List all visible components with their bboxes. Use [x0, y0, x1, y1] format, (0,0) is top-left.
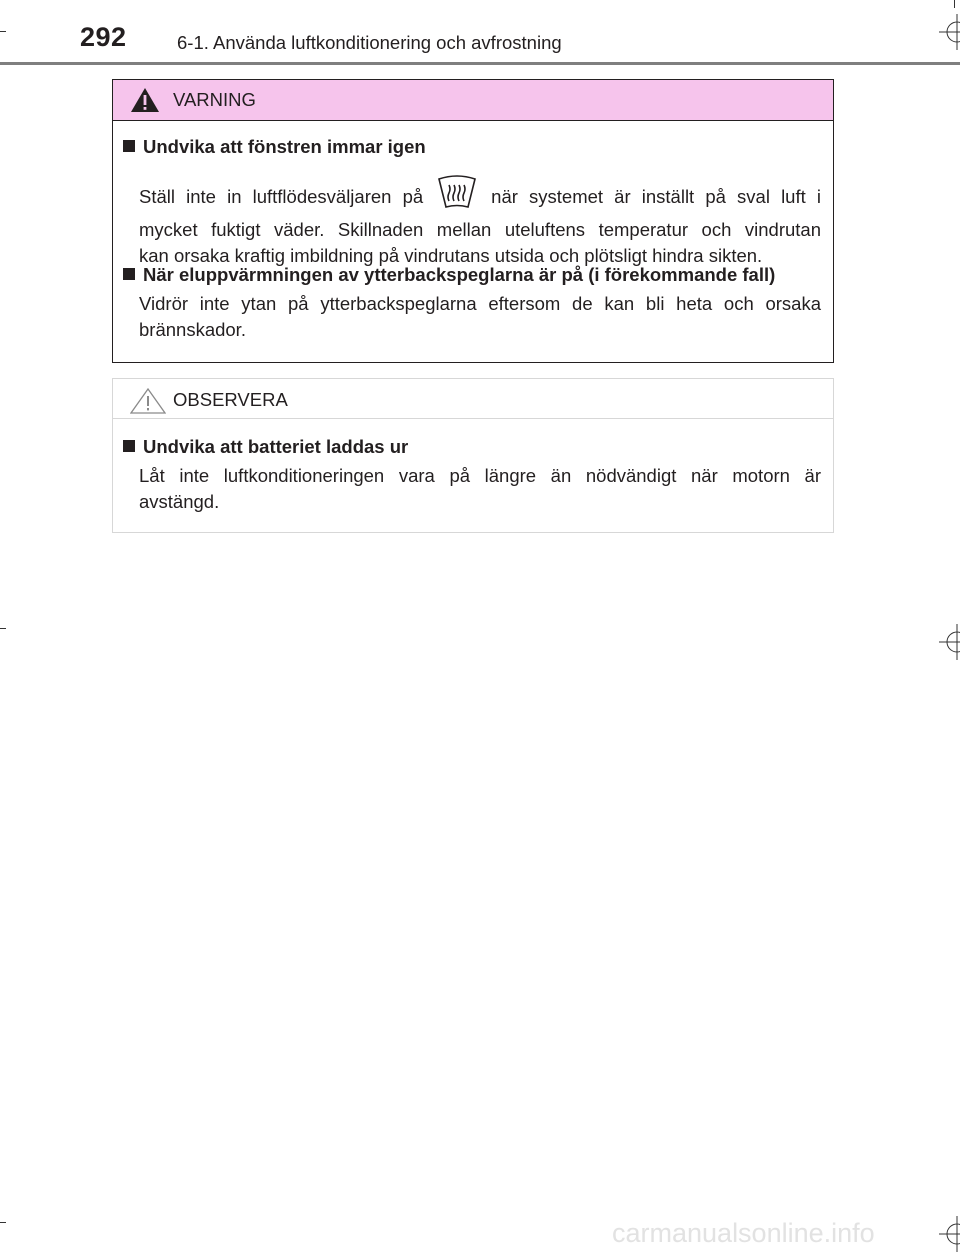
- warning-label: VARNING: [173, 89, 256, 110]
- warning-item-title: [123, 264, 775, 286]
- notice-item-title-text: Undvika att batteriet laddas ur: [143, 436, 409, 457]
- header-divider: [0, 62, 960, 65]
- warning-triangle-outline-icon: [130, 388, 166, 414]
- warning-item-title: [123, 136, 426, 158]
- warning-triangle-filled-icon: [130, 87, 160, 113]
- warning-box: [112, 79, 834, 363]
- notice-label: OBSERVERA: [173, 389, 288, 410]
- warning-item-title-text: Undvika att fönstren immar igen: [143, 136, 426, 157]
- text-line: mycket fuktigt väder. Skillnaden mellan uteluftens temperatur och vindrutan: [139, 219, 821, 240]
- warning-item-title-text: När eluppvärmningen av ytterbackspeglarna är på (i förekommande fall): [143, 264, 776, 285]
- text-line: avstängd.: [139, 491, 220, 512]
- watermark: carmanualsonline.info: [612, 1218, 875, 1248]
- text-line: kan orsaka kraftig imbildning på vindrutans utsida och plötsligt hindra sikten.: [139, 245, 763, 266]
- windshield-defrost-icon: [437, 175, 477, 209]
- registration-mark-icon: [939, 14, 960, 50]
- warning-header: [113, 80, 833, 121]
- bullet-square-icon: [123, 140, 135, 152]
- warning-item-body: [139, 175, 821, 269]
- crop-mark-mid-left: [0, 628, 6, 629]
- crop-mark-bottom-left: [0, 1222, 6, 1223]
- text-before-icon: Ställ inte in luftflödesväljaren på: [139, 186, 424, 207]
- text-after-icon: när systemet är inställt på sval luft i: [491, 186, 821, 207]
- notice-item-body: [139, 463, 821, 515]
- bullet-square-icon: [123, 268, 135, 280]
- text-line: Låt inte luftkonditioneringen vara på längre än nödvändigt när motorn är: [139, 465, 821, 486]
- registration-mark-icon: [939, 1216, 960, 1252]
- text-line: Vidrör inte ytan på ytterbackspeglarna eftersom de kan bli heta och orsaka: [139, 293, 821, 314]
- crop-mark-top-right: [954, 0, 955, 8]
- section-title: 6-1. Använda luftkonditionering och avfrostning: [177, 32, 562, 53]
- text-line: [139, 175, 821, 210]
- warning-item-body: [139, 291, 821, 343]
- notice-box: [112, 378, 834, 533]
- text-line: brännskador.: [139, 319, 246, 340]
- registration-mark-icon: [939, 624, 960, 660]
- notice-item-title: [123, 436, 408, 458]
- bullet-square-icon: [123, 440, 135, 452]
- crop-mark-top-left: [0, 31, 6, 32]
- notice-header: [113, 379, 833, 419]
- page-number: 292: [80, 22, 127, 52]
